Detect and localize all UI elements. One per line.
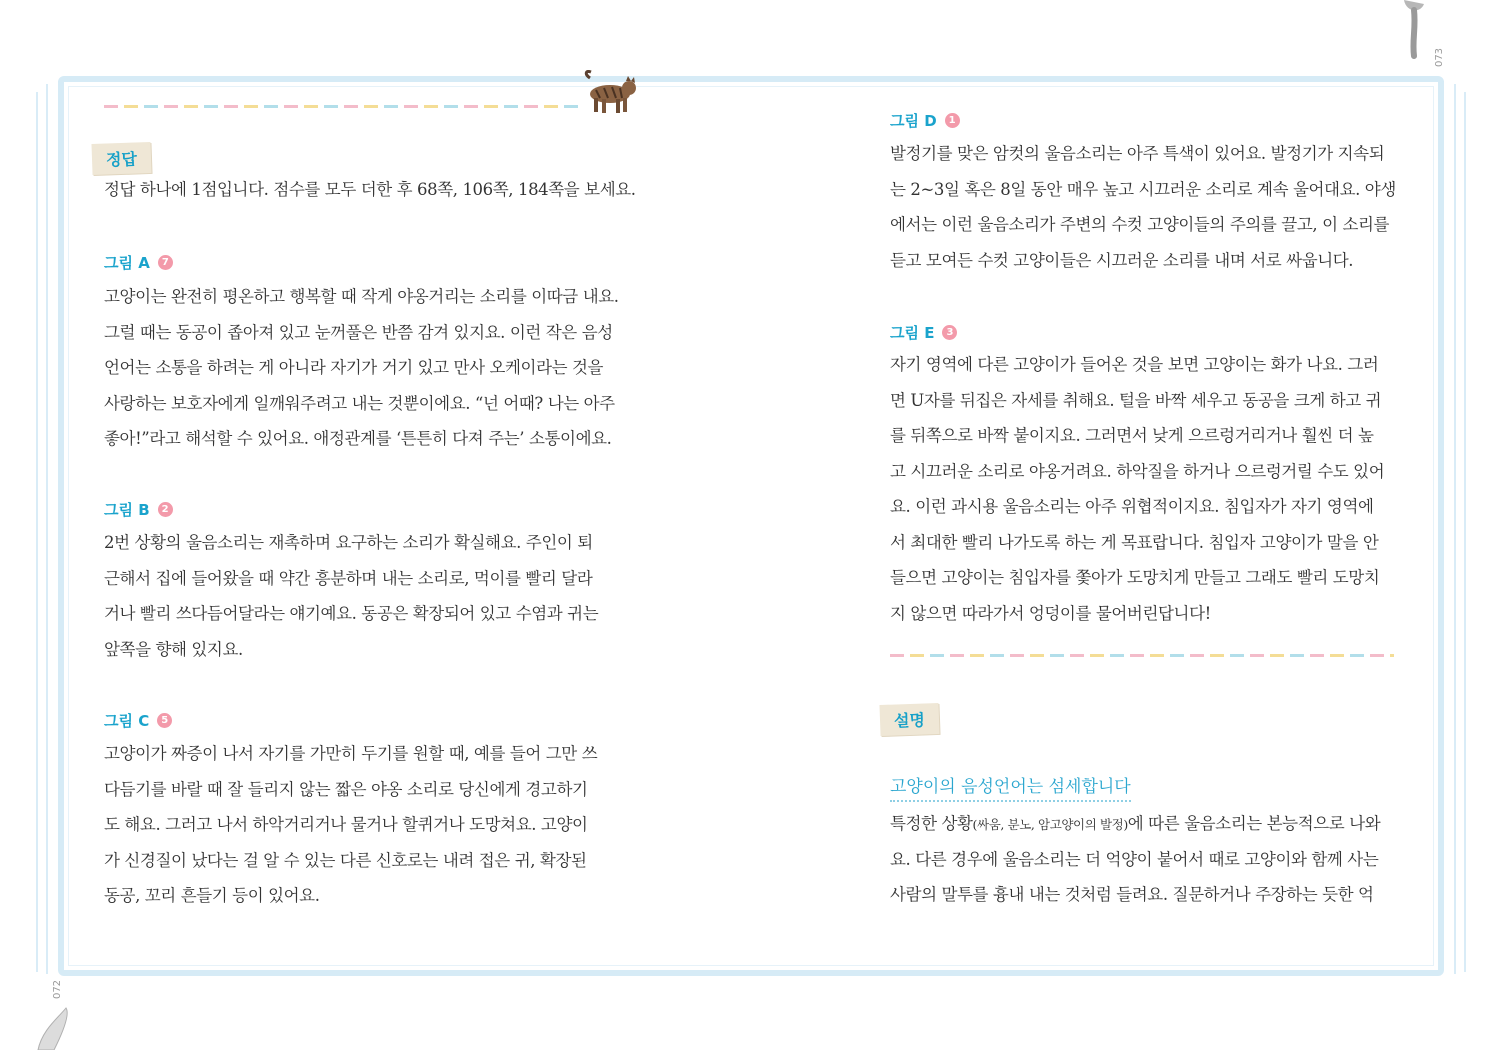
explain-title: 고양이의 음성언어는 섬세합니다 [890,772,1131,802]
body-line: 도 해요. 그러고 나서 하악거리거나 물거나 할퀴거나 도망쳐요. 고양이 [104,815,588,834]
body-line: 지 않으면 따라가서 엉덩이를 물어버린답니다! [890,603,1211,623]
body-line: 자기 영역에 다른 고양이가 들어온 것을 보면 고양이는 화가 나요. 그러 [890,355,1379,374]
body-line: 거나 빨리 쓰다듬어달라는 얘기예요. 동공은 확장되어 있고 수염과 귀는 [104,604,599,623]
body-line: 가 신경질이 났다는 걸 알 수 있는 다른 신호로는 내려 접은 귀, 확장된 [104,850,587,870]
section-body-c [104,736,597,914]
decorative-dashed-line [890,654,1394,657]
cat-sketch-icon [1398,0,1438,62]
body-line: 서 최대한 빨리 나가도록 하는 게 목표랍니다. 침입자 고양이가 말을 안 [890,532,1379,552]
body-line: 요. 이런 과시용 울음소리는 아주 위협적이지요. 침입자가 자기 영역에 [890,497,1374,516]
section-heading-c [104,710,172,731]
explain-tab: 설명 [879,703,939,736]
section-body-e [890,347,1384,631]
body-line: 언어는 소통을 하려는 게 아니라 자기가 거기 있고 만사 오케이라는 것을 [104,358,604,377]
body-line: 요. 다른 경우에 울음소리는 더 억양이 붙어서 때로 고양이와 함께 사는 [890,849,1379,869]
body-line: 면 U자를 뒤집은 자세를 취해요. 털을 바짝 세우고 동공을 크게 하고 귀 [890,390,1382,410]
body-line: 사람의 말투를 흉내 내는 것처럼 들려요. 질문하거나 주장하는 듯한 억 [890,885,1374,904]
page-number-right: 073 [1434,47,1446,68]
left-edge-line [46,84,48,974]
body-line: 다듬기를 바랄 때 잘 들리지 않는 짧은 야옹 소리로 당신에게 경고하기 [104,779,588,799]
answer-line: 정답 하나에 1점입니다. 점수를 모두 더한 후 68쪽, 106쪽, 184쪽을 보세요. [104,180,636,199]
body-line: 는 2~3일 혹은 8일 동안 매우 높고 시끄러운 소리로 계속 울어대요. 야생 [890,179,1396,199]
section-body-a [104,279,619,457]
body-line: 에서는 이런 울음소리가 주변의 수컷 고양이들의 주의를 끌고, 이 소리를 [890,215,1390,234]
body-line: 2번 상황의 울음소리는 재촉하며 요구하는 소리가 확실해요. 주인이 퇴 [104,533,593,552]
body-line: 동공, 꼬리 흔들기 등이 있어요. [104,886,320,905]
body-text-small: (싸움, 분노, 암고양이의 발정) [972,817,1128,832]
body-line: 앞쪽을 향해 있지요. [104,639,243,659]
section-label: 그림 B [104,501,150,519]
body-line: 근해서 집에 들어왔을 때 약간 흥분하며 내는 소리로, 먹이를 빨리 달라 [104,568,593,588]
section-label: 그림 D [890,112,937,130]
walking-cat-icon [582,70,642,116]
body-line [890,806,1380,842]
body-line: 좋아!”라고 해석할 수 있어요. 애정관계를 ‘튼튼히 다져 주는’ 소통이에요. [104,429,612,448]
body-line: 고 시끄러운 소리로 야옹거려요. 하악질을 하거나 으르렁거릴 수도 있어 [890,461,1385,481]
body-line: 듣고 모여든 수컷 고양이들은 시끄러운 소리를 내며 서로 싸웁니다. [890,250,1354,270]
section-badge: 1 [945,113,960,128]
left-edge-line [36,92,38,972]
section-badge: 2 [158,502,173,517]
section-label: 그림 C [104,712,150,730]
section-heading-e [890,322,957,343]
body-text: 에 따른 울음소리는 본능적으로 나와 [1127,814,1381,833]
answer-tab: 정답 [91,142,151,175]
answer-text [104,172,636,208]
body-line: 그럴 때는 동공이 좁아져 있고 눈꺼풀은 반쯤 감겨 있지요. 이런 작은 음성 [104,322,613,342]
body-line: 고양이가 짜증이 나서 자기를 가만히 두기를 원할 때, 예를 들어 그만 쓰 [104,744,598,763]
body-line: 발정기를 맞은 암컷의 울음소리는 아주 특색이 있어요. 발정기가 지속되 [890,144,1385,163]
section-badge: 7 [158,255,173,270]
body-line: 고양이는 완전히 평온하고 행복할 때 작게 야옹거리는 소리를 이따금 내요. [104,287,619,306]
section-body-b [104,525,598,667]
right-edge-line [1454,84,1456,974]
body-line: 사랑하는 보호자에게 일깨워주려고 내는 것뿐이에요. “넌 어때? 나는 아주 [104,393,615,413]
section-label: 그림 E [890,324,935,342]
section-heading-d [890,110,960,131]
section-label: 그림 A [104,254,150,272]
page-number-left: 072 [52,979,64,1000]
section-heading-a [104,252,173,273]
section-body-d [890,136,1396,278]
section-badge: 3 [942,325,957,340]
cat-sketch-icon [30,1000,76,1050]
explain-body [890,806,1380,913]
right-edge-line [1464,92,1466,972]
body-line: 를 뒤쪽으로 바짝 붙이지요. 그러면서 낮게 으르렁거리거나 훨씬 더 높 [890,426,1374,445]
section-heading-b [104,499,173,520]
decorative-dashed-line [104,105,584,108]
body-text: 특정한 상황 [890,814,973,833]
body-line: 들으면 고양이는 침입자를 쫓아가 도망치게 만들고 그래도 빨리 도망치 [890,568,1380,587]
section-badge: 5 [157,713,172,728]
